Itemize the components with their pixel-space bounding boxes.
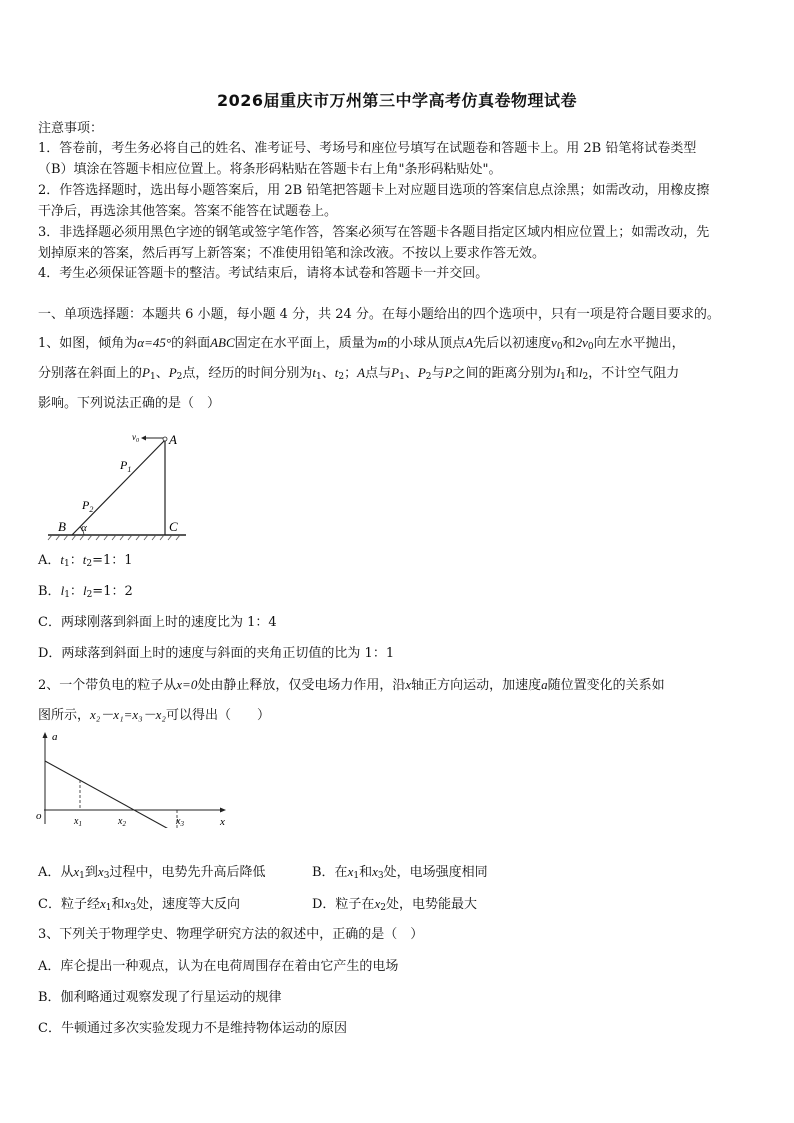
label-x2: $x_2$ [118,816,126,828]
q2-option-c[interactable]: C．粒子经$x_1$和$x_3$处，速度等大反向 [38,896,241,913]
label-p1: $P_1$ [120,458,132,474]
a-axis-arrowhead [43,732,48,738]
q2-option-a[interactable]: A．从$x_1$到$x_3$过程中，电势先升高后降低 [38,864,266,881]
label-v0: $v_0$ [132,432,139,444]
notice-line-6: 划掉原来的答案，然后再写上新答案；不准使用铅笔和涂改液。不按以上要求作答无效。 [38,246,546,261]
label-origin: o [36,810,42,822]
label-x-axis: x [220,816,225,828]
q1-option-b[interactable]: B．$l_1$：$l_2=1$：2 [38,583,133,600]
label-x1: $x_1$ [74,816,82,828]
q2-stem-line-2: 图所示，x₂－x₁=x₃－x₂可以得出（ ） [38,707,270,723]
label-b: B [58,519,66,534]
q1-incline-figure [44,425,194,545]
v0-arrowhead [141,436,146,441]
notice-heading: 注意事项： [38,121,104,136]
q2-option-d[interactable]: D．粒子在$x_2$处，电势能最大 [312,896,477,913]
q2-stem-line-1: 2、一个带负电的粒子从x=0处由静止释放，仅受电场力作用，沿x轴正方向运动，加速度a随位置变化的关系如 [38,677,665,693]
q1-stem-line-2: 分别落在斜面上的$P_1$、$P_2$点，经历的时间分别为$t_1$、$t_2$；A点与$P_1$、$P_2$与P之间的距离分别为$l_1$和$l_2$，不计空气阻力 [38,365,680,382]
label-a: A [169,432,177,447]
q1-stem-line-3: 影响。下列说法正确的是（ ） [38,396,221,411]
notice-line-1: 1．答卷前，考生务必将自己的姓名、准考证号、考场号和座位号填写在试题卷和答题卡上。用 2B 铅笔将试卷类型 [38,141,697,156]
notice-line-5: 3．非选择题必须用黑色字迹的钢笔或签字笔作答，答案必须写在答题卡各题目指定区域内相应位置上；如需改动，先 [38,225,710,240]
label-a-axis: a [52,731,58,743]
ball-icon [163,437,167,441]
notice-line-7: 4．考生必须保证答题卡的整洁。考试结束后，请将本试卷和答题卡一并交回。 [38,266,489,281]
q3-stem: 3、下列关于物理学史、物理学研究方法的叙述中，正确的是（ ） [38,927,424,942]
q3-option-c[interactable]: C．牛顿通过多次实验发现力不是维持物体运动的原因 [38,1021,347,1036]
x-axis-arrowhead [220,808,226,813]
q3-option-a[interactable]: A．库仑提出一种观点，认为在电荷周围存在着由它产生的电场 [38,959,399,974]
q2-option-b[interactable]: B．在$x_1$和$x_3$处，电场强度相同 [312,864,488,881]
q2-acceleration-graph [34,728,234,828]
label-alpha: α [81,522,87,534]
notice-line-4: 干净后，再选涂其他答案。答案不能答在试题卷上。 [38,204,338,219]
q1-option-c[interactable]: C．两球刚落到斜面上时的速度比为 1：4 [38,615,277,630]
label-c: C [169,519,178,534]
page-title: 2026届重庆市万州第三中学高考仿真卷物理试卷 [216,91,578,110]
q3-option-b[interactable]: B．伽利略通过观察发现了行星运动的规律 [38,990,282,1005]
notice-line-2: （B）填涂在答题卡相应位置上。将条形码粘贴在答题卡右上角"条形码粘贴处"。 [38,162,502,177]
q1-option-d[interactable]: D．两球落到斜面上时的速度与斜面的夹角正切值的比为 1：1 [38,646,395,661]
a-x-line [45,761,214,828]
section-heading: 一、单项选择题：本题共 6 小题，每小题 4 分，共 24 分。在每小题给出的四个选项中，只有一项是符合题目要求的。 [38,307,720,322]
incline-ab [72,440,165,535]
notice-line-3: 2．作答选择题时，选出每小题答案后，用 2B 铅笔把答题卡上对应题目选项的答案信息点涂黑；如需改动，用橡皮擦 [38,183,710,198]
label-p2: $P_2$ [82,498,94,514]
label-x3: $x_3$ [176,816,184,828]
q1-option-a[interactable]: A．$t_1$：$t_2=1$：1 [38,552,133,569]
q1-stem-line-1: 1、如图，倾角为α=45°的斜面ABC固定在水平面上，质量为m的小球从顶点A先后以初速度$v_0$和$2v_0$向左水平抛出， [38,335,685,352]
